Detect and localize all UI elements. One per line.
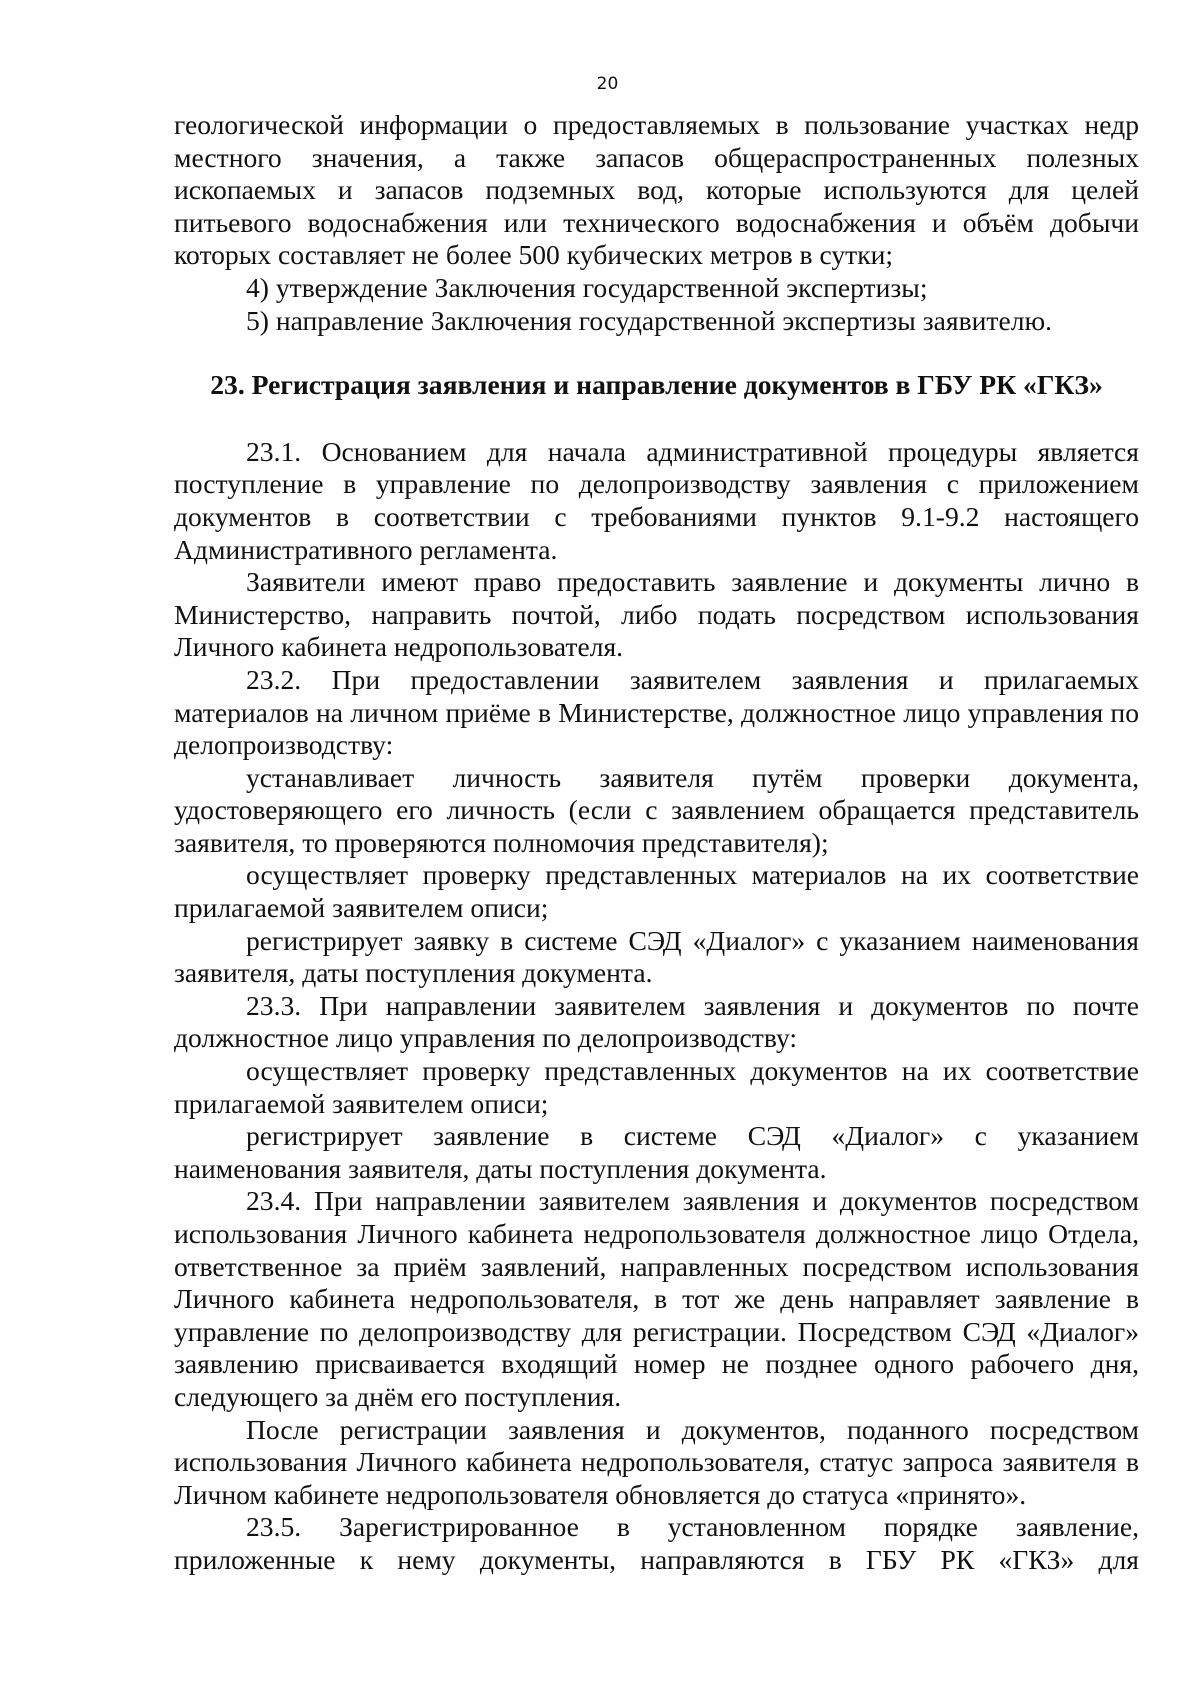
paragraph-applicants-rights: Заявители имеют право предоставить заявление и документы лично в Министерство, направить почтой, либо подать посредством использования Личного кабинета недропользователя. xyxy=(174,566,1139,663)
paragraph-23-2: 23.2. При предоставлении заявителем заявления и прилагаемых материалов на личном приёме в Министерстве, должностное лицо управления по делопроизводству: xyxy=(174,663,1139,761)
paragraph-23-3: 23.3. При направлении заявителем заявления и документов по почте должностное лицо управления по делопроизводству: xyxy=(174,989,1139,1054)
paragraph-register-request: регистрирует заявку в системе СЭД «Диалог» с указанием наименования заявителя, даты поступления документа. xyxy=(174,924,1139,989)
paragraph-23-4: 23.4. При направлении заявителем заявления и документов посредством использования Личного кабинета недропользователя должностное лицо Отдела, ответственное за приём заявлений, направленных посредством использования Личного кабинета недропользователя, в тот же день направляет заявление в управление по делопроизводству для регистрации. Посредством СЭД «Диалог» заявлению присваивается входящий номер не позднее одного рабочего дня, следующего за днём его поступления. xyxy=(174,1185,1139,1412)
section-heading: 23. Регистрация заявления и направление документов в ГБУ РК «ГКЗ» xyxy=(210,369,1103,401)
paragraph-23-1: 23.1. Основанием для начала административной процедуры является поступление в управление по делопроизводству заявления с приложением документов в соответствии с требованиями пунктов 9.1-9.2 настоящего Административного регламента. xyxy=(174,435,1139,565)
paragraph-after-registration: После регистрации заявления и документов, поданного посредством использования Личного кабинета недропользователя, статус запроса заявителя в Личном кабинете недропользователя обновляется до статуса «принято». xyxy=(174,1413,1139,1510)
paragraph-23-5: 23.5. Зарегистрированное в установленном порядке заявление, приложенные к нему документы, направляются в ГБУ РК «ГКЗ» для xyxy=(174,1511,1139,1575)
paragraph-identity-check: устанавливает личность заявителя путём проверки документа, удостоверяющего его личность (если с заявлением обращается представитель заявителя, то проверяются полномочия представителя); xyxy=(174,761,1139,858)
list-item-5: 5) направление Заключения государственной экспертизы заявителю. xyxy=(246,304,1052,336)
list-item-4: 4) утверждение Заключения государственной экспертизы; xyxy=(246,271,928,303)
paragraph-continuation: геологической информации о предоставляемых в пользование участках недр местного значения, а также запасов общераспространенных полезных ископаемых и запасов подземных вод, которые используются для целей питьевого водоснабжения или технического водоснабжения и объём добычи которых составляет не более 500 кубических метров в сутки; xyxy=(174,109,1139,271)
page-number: 20 xyxy=(596,74,619,94)
paragraph-documents-check: осуществляет проверку представленных документов на их соответствие прилагаемой заявителем описи; xyxy=(174,1055,1139,1119)
document-body xyxy=(174,109,1139,1577)
paragraph-materials-check: осуществляет проверку представленных материалов на их соответствие прилагаемой заявителем описи; xyxy=(174,859,1139,924)
paragraph-register-application: регистрирует заявление в системе СЭД «Диалог» с указанием наименования заявителя, даты поступления документа. xyxy=(174,1120,1139,1184)
